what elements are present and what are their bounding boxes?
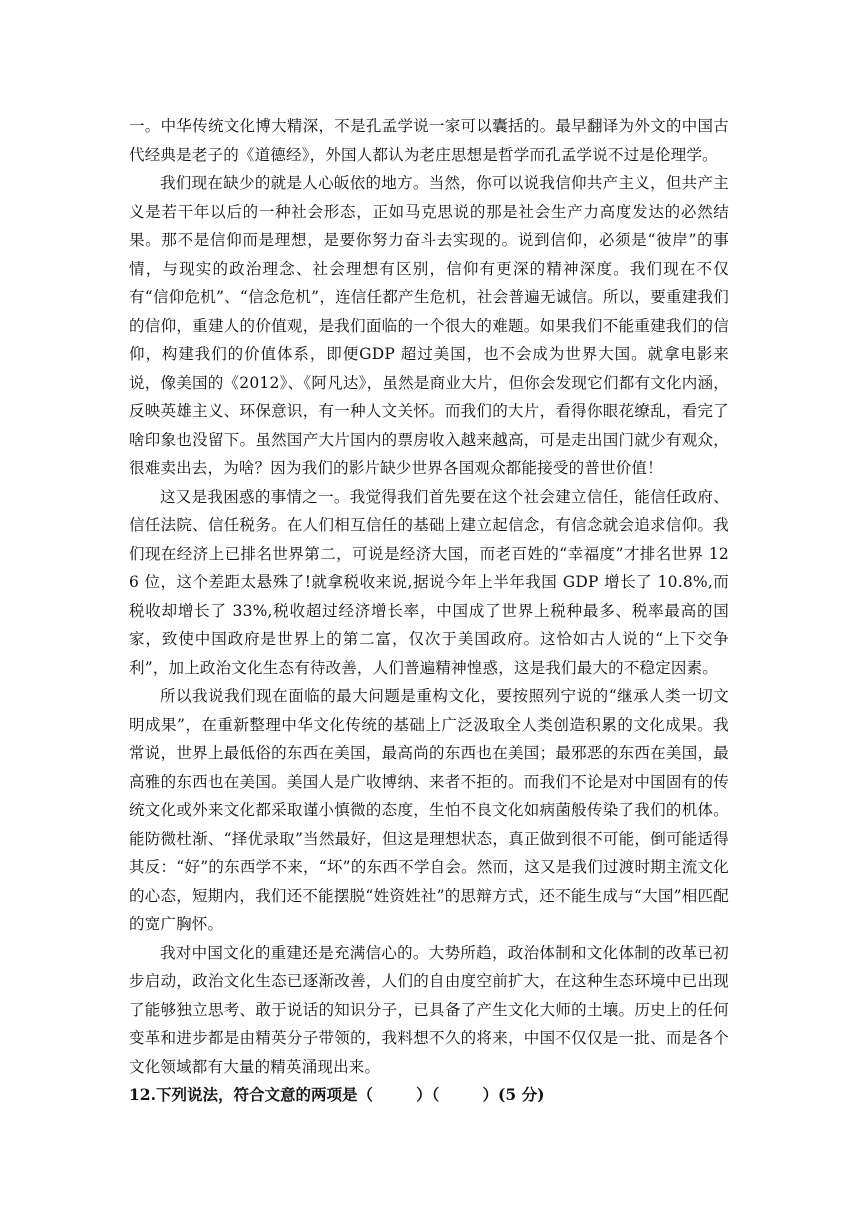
document-body	[129, 112, 729, 1110]
paragraph-5: 我对中国文化的重建还是充满信心的。大势所趋，政治体制和文化体制的改革已初步启动，政治文化生态已逐渐改善，人们的自由度空前扩大，在这种生态环境中已出现了能够独立思考、敢于说话的知识分子，已具备了产生文化大师的土壤。历史上的任何变革和进步都是由精英分子带领的，我料想不久的将来，中国不仅仅是一批、而是各个文化领域都有大量的精英涌现出来。	[129, 943, 729, 1076]
paragraph-4: 所以我说我们现在面临的最大问题是重构文化，要按照列宁说的“继承人类一切文明成果”，在重新整理中华文化传统的基础上广泛汲取全人类创造积累的文化成果。我常说，世界上最低俗的东西在美国，最高尚的东西也在美国；最邪恶的东西在美国，最高雅的东西也在美国。美国人是广收博纳、来者不拒的。而我们不论是对中国固有的传统文化或外来文化都采取谨小慎微的态度，生怕不良文化如病菌般传染了我们的机体。能防微杜渐、“择优录取”当然最好，但这是理想状态，真正做到很不可能，倒可能适得其反：“好”的东西学不来，“坏”的东西不学自会。然而，这又是我们过渡时期主流文化的心态，短期内，我们还不能摆脱“姓资姓社”的思辩方式，还不能生成与“大国”相匹配的宽广胸怀。	[129, 687, 729, 933]
paragraph-2: 我们现在缺少的就是人心皈依的地方。当然，你可以说我信仰共产主义，但共产主义是若干年以后的一种社会形态，正如马克思说的那是社会生产力高度发达的必然结果。那不是信仰而是理想，是要你努力奋斗去实现的。说到信仰，必须是“彼岸”的事情，与现实的政治理念、社会理想有区别，信仰有更深的精神深度。我们现在不仅有“信仰危机”、“信念危机”，连信任都产生危机，社会普遍无诚信。所以，要重建我们的信仰，重建人的价值观，是我们面临的一个很大的难题。如果我们不能重建我们的信仰，构建我们的价值体系，即便GDP 超过美国，也不会成为世界大国。就拿电影来说，像美国的《2012》、《阿凡达》，虽然是商业大片，但你会发现它们都有文化内涵，反映英雄主义、环保意识，有一种人文关怀。而我们的大片，看得你眼花缭乱，看完了啥印象也没留下。虽然国产大片国内的票房收入越来越高，可是走出国门就少有观众，很难卖出去，为啥？因为我们的影片缺少世界各国观众都能接受的普世价值！	[129, 174, 729, 477]
paragraph-1: 一。中华传统文化博大精深，不是孔孟学说一家可以囊括的。最早翻译为外文的中国古代经典是老子的《道德经》，外国人都认为老庄思想是哲学而孔孟学说不过是伦理学。	[129, 117, 729, 164]
paragraph-3: 这又是我困惑的事情之一。我觉得我们首先要在这个社会建立信任，能信任政府、信任法院、信任税务。在人们相互信任的基础上建立起信念，有信念就会追求信仰。我们现在经济上已排名世界第二，可说是经济大国，而老百姓的“幸福度”才排名世界 126 位，这个差距太悬殊了!就拿税收来说,据说今年上半年我国 GDP 增长了 10.8%,而税收却增长了 33%,税收超过经济增长率，中国成了世界上税种最多、税率最高的国家，致使中国政府是世界上的第二富，仅次于美国政府。这恰如古人说的“上下交争利”，加上政治文化生态有待改善，人们普遍精神惶惑，这是我们最大的不稳定因素。	[129, 487, 729, 677]
question-12: 12.下列说法，符合文意的两项是（ ）（ ）(5 分)	[129, 1085, 545, 1104]
